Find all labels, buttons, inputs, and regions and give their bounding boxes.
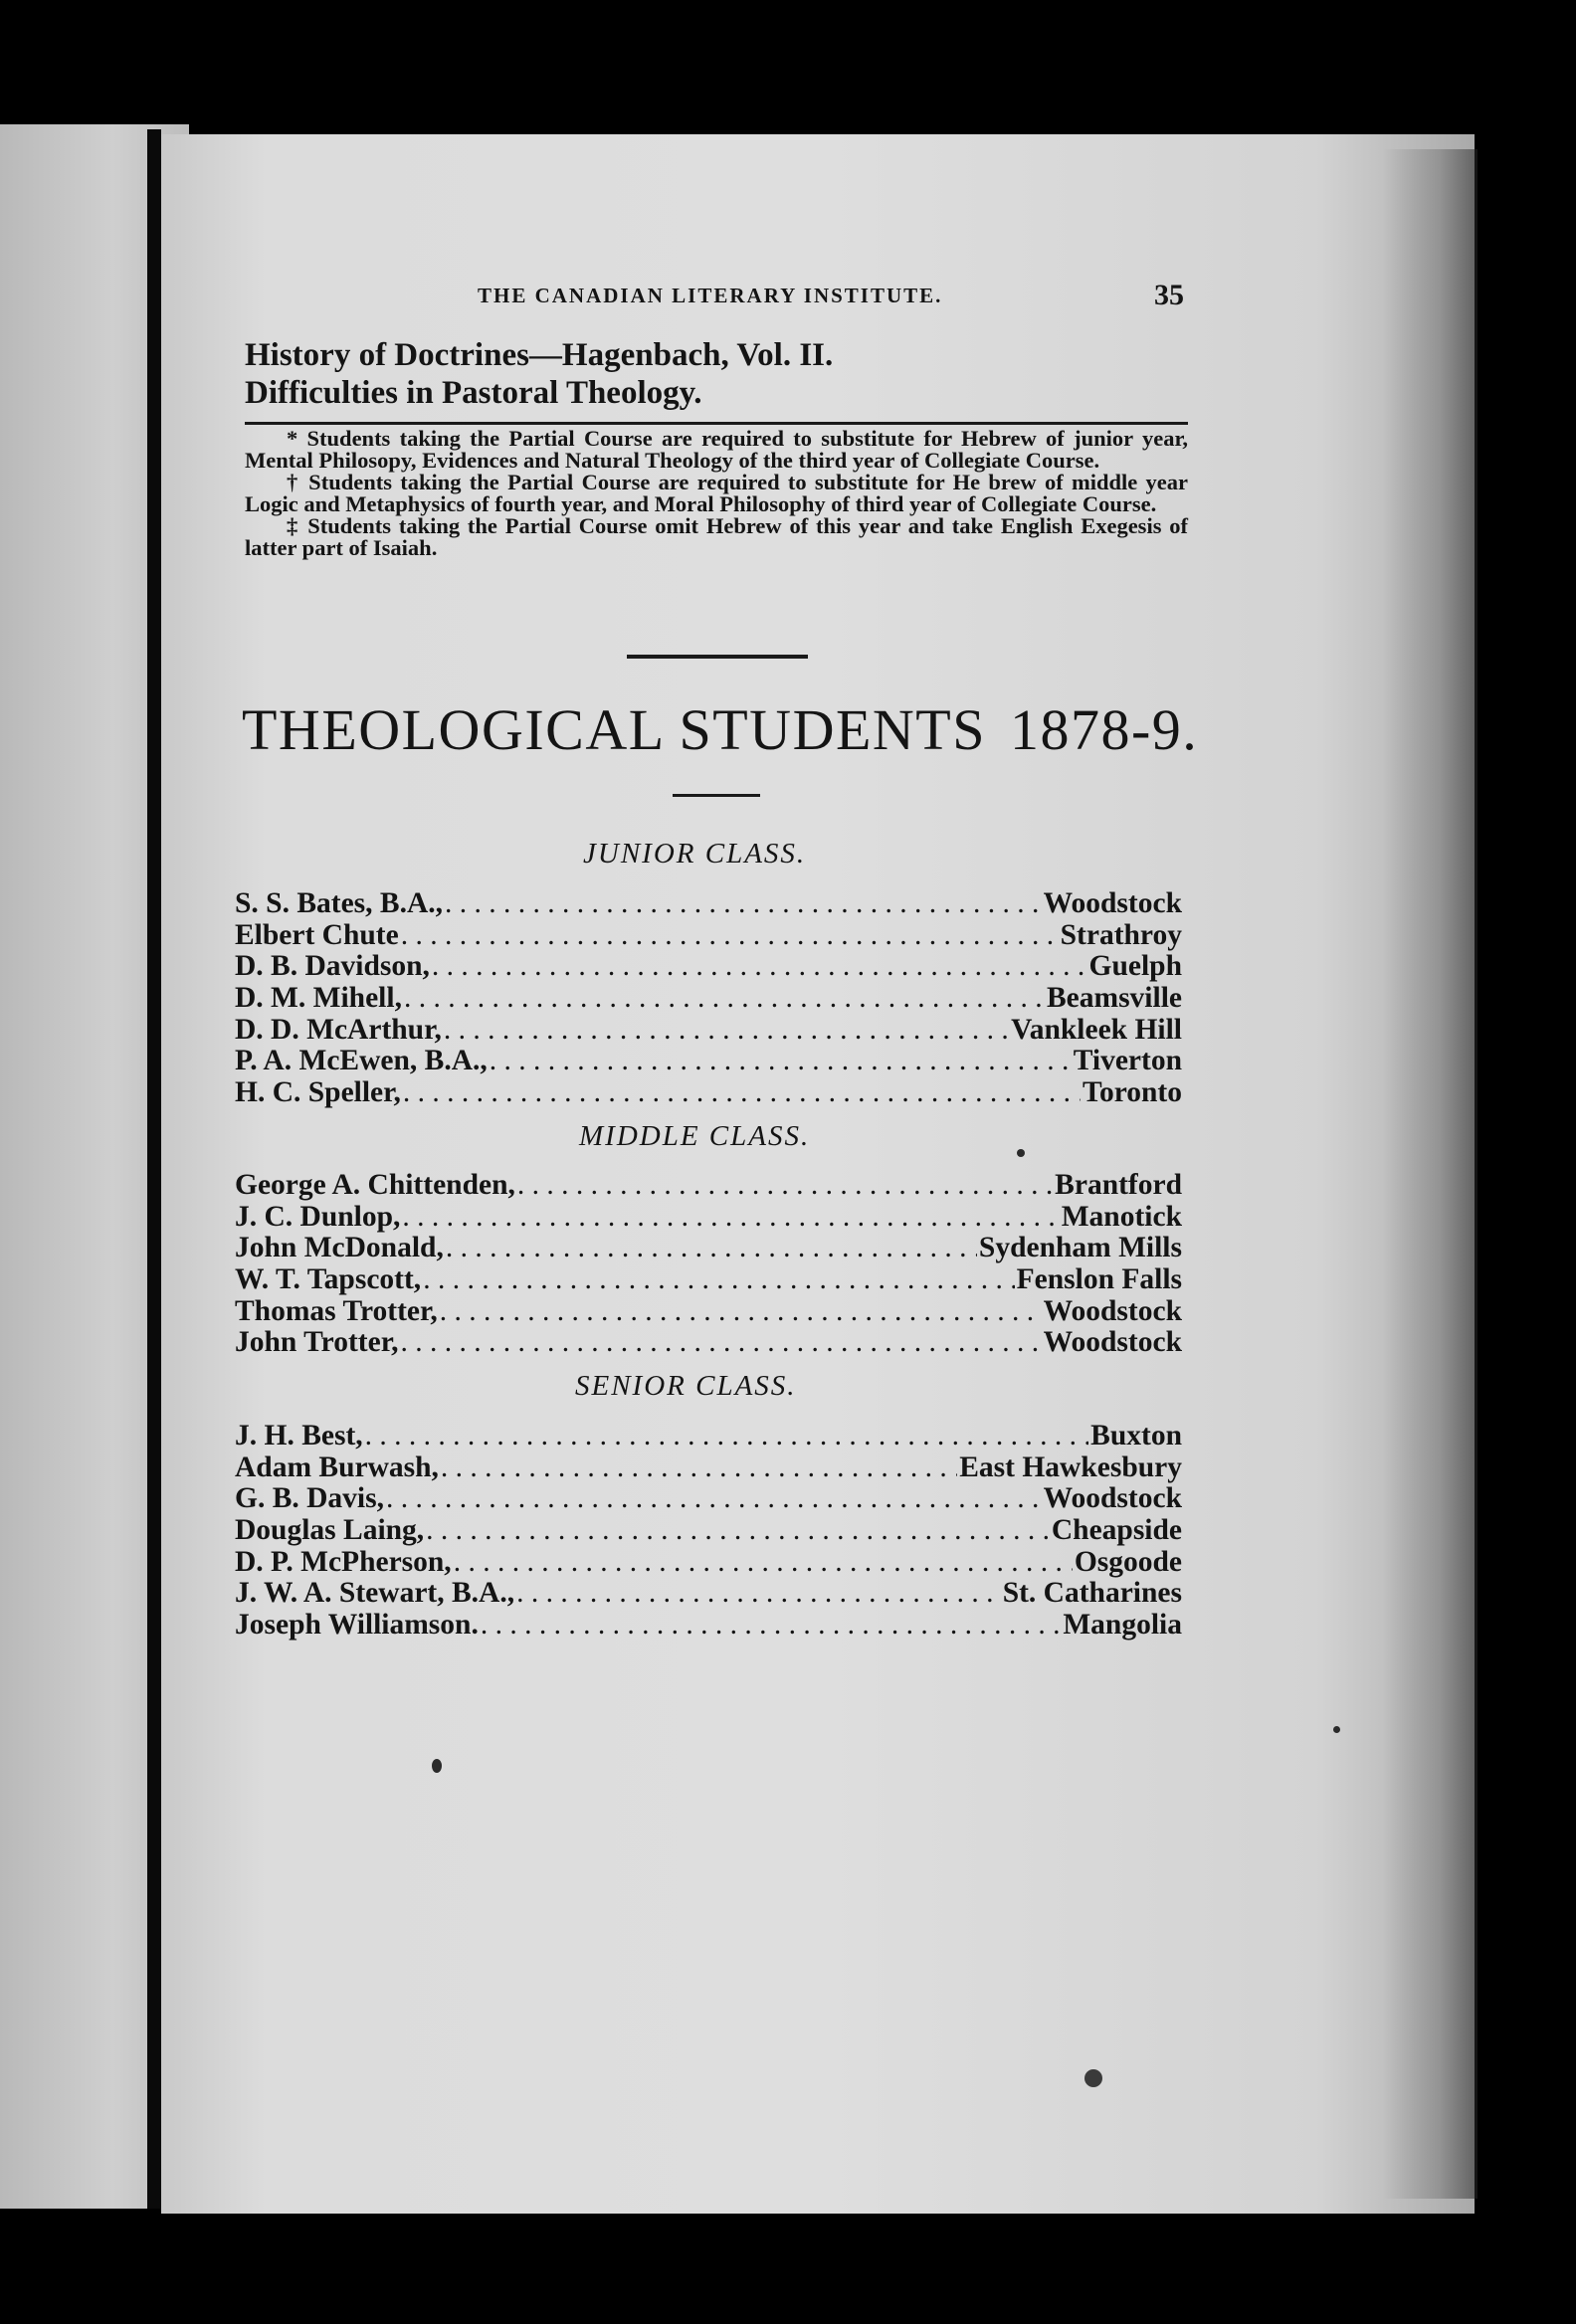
student-name: J. C. Dunlop,	[235, 1200, 401, 1233]
student-name: D. D. McArthur,	[235, 1013, 442, 1046]
student-hometown: East Hawkesbury	[959, 1451, 1182, 1483]
ink-speck	[1017, 1149, 1025, 1157]
title-year: 1878-9.	[1009, 697, 1199, 762]
dot-leader	[400, 1327, 1041, 1359]
student-name: George A. Chittenden,	[235, 1169, 515, 1201]
student-hometown: Fenslon Falls	[1016, 1263, 1182, 1296]
divider-rule	[627, 655, 808, 659]
student-row	[235, 1327, 1182, 1359]
senior-class-heading: SENIOR CLASS.	[575, 1370, 797, 1402]
dot-leader	[365, 1421, 1089, 1452]
student-name: S. S. Bates, B.A.,	[235, 887, 443, 919]
student-row	[235, 920, 1182, 952]
student-hometown: Manotick	[1061, 1200, 1182, 1233]
student-hometown: St. Catharines	[1002, 1577, 1182, 1610]
dot-leader	[423, 1264, 1014, 1296]
section-rule	[245, 422, 1188, 425]
student-row	[235, 951, 1182, 983]
student-name: D. B. Davidson,	[235, 950, 430, 983]
divider-rule	[673, 794, 760, 797]
book-spine	[147, 129, 161, 2209]
student-name: Adam Burwash,	[235, 1451, 439, 1483]
student-row	[235, 1547, 1182, 1579]
student-row	[235, 1610, 1182, 1642]
dot-leader	[445, 888, 1042, 920]
dot-leader	[402, 1202, 1059, 1234]
student-row	[235, 1264, 1182, 1296]
student-hometown: Woodstock	[1043, 1482, 1182, 1515]
student-hometown: Sydenham Mills	[978, 1232, 1182, 1264]
title-text: THEOLOGICAL STUDENTS	[242, 697, 986, 762]
ink-speck	[1333, 1726, 1340, 1733]
junior-class-roster	[235, 888, 1182, 1109]
middle-class-heading: MIDDLE CLASS.	[579, 1120, 811, 1152]
student-hometown: Vankleek Hill	[1011, 1013, 1182, 1046]
student-name: Thomas Trotter,	[235, 1294, 438, 1327]
dot-leader	[403, 1077, 1081, 1109]
student-hometown: Cheapside	[1051, 1514, 1182, 1547]
student-name: D. P. McPherson,	[235, 1545, 452, 1578]
student-hometown: Woodstock	[1043, 1326, 1182, 1359]
intro-line: History of Doctrines—Hagenbach, Vol. II.	[245, 337, 834, 373]
dot-leader	[481, 1610, 1062, 1642]
dot-leader	[386, 1483, 1042, 1515]
footnotes	[245, 428, 1188, 559]
student-hometown: Mangolia	[1063, 1609, 1182, 1642]
student-row	[235, 888, 1182, 920]
dot-leader	[401, 920, 1059, 952]
student-row	[235, 1515, 1182, 1547]
student-row	[235, 1015, 1182, 1047]
student-row	[235, 1077, 1182, 1109]
student-name: W. T. Tapscott,	[235, 1263, 422, 1296]
ink-speck	[432, 1759, 442, 1773]
senior-class-roster	[235, 1421, 1182, 1642]
student-name: H. C. Speller,	[235, 1076, 401, 1109]
footnote: † Students taking the Partial Course are required to substitute for He brew of middle year Logic and Metaphysics of fourth year, and Moral Philosophy of third year of Collegiate Course.	[245, 470, 1188, 516]
dot-leader	[517, 1170, 1053, 1202]
student-hometown: Osgoode	[1074, 1545, 1182, 1578]
dot-leader	[454, 1547, 1073, 1579]
page-edge-shadow	[1383, 149, 1478, 2199]
student-row	[235, 1233, 1182, 1264]
footnote: * Students taking the Partial Course are required to substitute for Hebrew of junior year, Mental Philosopy, Evidences and Natural Theology of the third year of Collegiate Course.	[245, 426, 1188, 473]
student-hometown: Buxton	[1090, 1420, 1182, 1452]
student-name: Douglas Laing,	[235, 1514, 425, 1547]
dot-leader	[432, 951, 1087, 983]
student-hometown: Strathroy	[1060, 918, 1182, 951]
student-hometown: Toronto	[1082, 1076, 1182, 1109]
student-row	[235, 983, 1182, 1015]
intro-line: Difficulties in Pastoral Theology.	[245, 375, 702, 411]
student-hometown: Guelph	[1088, 950, 1182, 983]
ink-speck	[1084, 2069, 1102, 2087]
dot-leader	[446, 1233, 977, 1264]
student-name: J. H. Best,	[235, 1420, 363, 1452]
student-row	[235, 1421, 1182, 1452]
dot-leader	[404, 983, 1045, 1015]
page-title	[242, 696, 1198, 763]
student-name: John Trotter,	[235, 1326, 399, 1359]
student-row	[235, 1578, 1182, 1610]
student-hometown: Brantford	[1055, 1169, 1182, 1201]
student-hometown: Woodstock	[1043, 1294, 1182, 1327]
intro-lines	[245, 336, 833, 412]
student-row	[235, 1202, 1182, 1234]
student-name: D. M. Mihell,	[235, 982, 402, 1015]
dot-leader	[490, 1046, 1072, 1077]
student-hometown: Beamsville	[1046, 982, 1182, 1015]
student-row	[235, 1452, 1182, 1484]
page-number: 35	[1154, 279, 1184, 311]
footnote: ‡ Students taking the Partial Course omit Hebrew of this year and take English Exegesis of latter part of Isaiah.	[245, 513, 1188, 560]
dot-leader	[426, 1515, 1050, 1547]
dot-leader	[441, 1452, 957, 1484]
student-row	[235, 1046, 1182, 1077]
student-name: G. B. Davis,	[235, 1482, 384, 1515]
student-hometown: Woodstock	[1043, 887, 1182, 919]
student-name: John McDonald,	[235, 1232, 444, 1264]
dot-leader	[444, 1015, 1009, 1047]
student-name: P. A. McEwen, B.A.,	[235, 1045, 488, 1077]
student-hometown: Tiverton	[1073, 1045, 1182, 1077]
dot-leader	[516, 1578, 1001, 1610]
student-row	[235, 1483, 1182, 1515]
student-row	[235, 1296, 1182, 1328]
student-name: J. W. A. Stewart, B.A.,	[235, 1577, 515, 1610]
student-name: Joseph Williamson.	[235, 1609, 479, 1642]
junior-class-heading: JUNIOR CLASS.	[583, 838, 807, 870]
running-head: THE CANADIAN LITERARY INSTITUTE.	[478, 284, 943, 307]
student-row	[235, 1170, 1182, 1202]
dot-leader	[440, 1296, 1042, 1328]
student-name: Elbert Chute	[235, 918, 399, 951]
middle-class-roster	[235, 1170, 1182, 1359]
